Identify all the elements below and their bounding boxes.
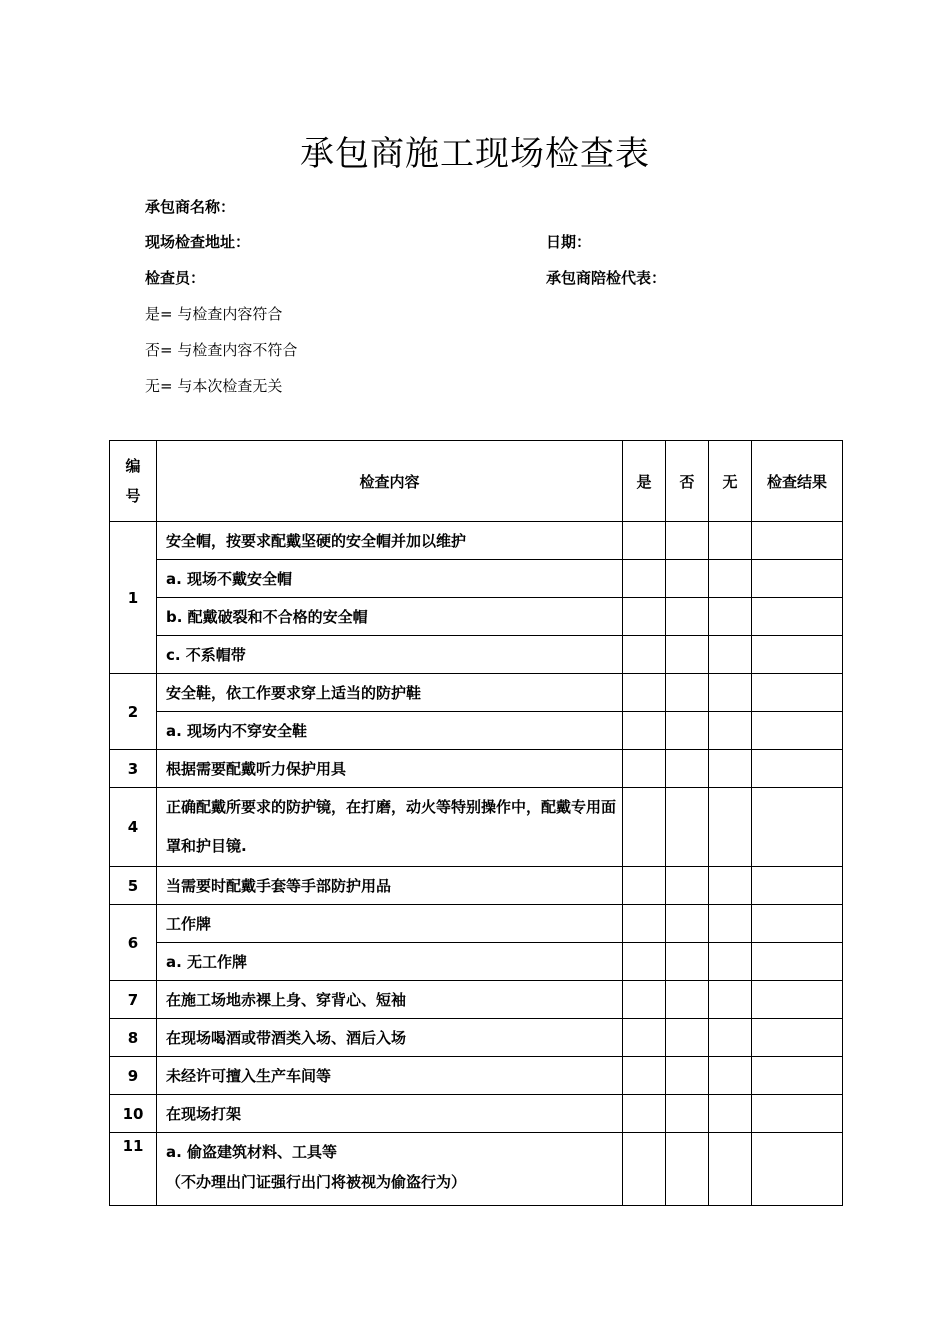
result-cell[interactable] [752, 1057, 843, 1095]
header-num [110, 441, 157, 522]
site-address-label: 现场检查地址： [145, 233, 251, 251]
page-title: 承包商施工现场检查表 [300, 134, 650, 174]
item-content: 工作牌 [157, 905, 623, 943]
item-content [157, 1133, 623, 1206]
contractor-name-label: 承包商名称： [145, 198, 236, 216]
item-content: a. 现场内不穿安全鞋 [157, 712, 623, 750]
table-row [110, 598, 843, 636]
yes-cell[interactable] [623, 750, 666, 788]
yes-cell[interactable] [623, 636, 666, 674]
yes-cell[interactable] [623, 905, 666, 943]
inspection-table [109, 440, 843, 1206]
no-cell[interactable] [666, 560, 709, 598]
na-cell[interactable] [709, 788, 752, 867]
table-row [110, 943, 843, 981]
result-cell[interactable] [752, 674, 843, 712]
result-cell[interactable] [752, 981, 843, 1019]
result-cell[interactable] [752, 943, 843, 981]
na-cell[interactable] [709, 560, 752, 598]
na-cell[interactable] [709, 712, 752, 750]
table-row [110, 522, 843, 560]
item-content: 在现场喝酒或带酒类入场、酒后入场 [157, 1019, 623, 1057]
no-cell[interactable] [666, 636, 709, 674]
item-number: 2 [110, 674, 157, 750]
no-cell[interactable] [666, 1019, 709, 1057]
yes-cell[interactable] [623, 1095, 666, 1133]
legend-na: 无= 与本次检查无关 [145, 377, 283, 395]
header-result: 检查结果 [752, 441, 843, 522]
inspector-label: 检查员： [145, 269, 206, 287]
header-no: 否 [666, 441, 709, 522]
no-cell[interactable] [666, 1057, 709, 1095]
yes-cell[interactable] [623, 674, 666, 712]
no-cell[interactable] [666, 1133, 709, 1206]
table-row [110, 560, 843, 598]
item-number: 1 [110, 522, 157, 674]
item-content: b. 配戴破裂和不合格的安全帽 [157, 598, 623, 636]
na-cell[interactable] [709, 598, 752, 636]
yes-cell[interactable] [623, 943, 666, 981]
table-row [110, 981, 843, 1019]
no-cell[interactable] [666, 867, 709, 905]
table-header-row [110, 441, 843, 522]
table-row [110, 905, 843, 943]
na-cell[interactable] [709, 981, 752, 1019]
na-cell[interactable] [709, 1133, 752, 1206]
result-cell[interactable] [752, 867, 843, 905]
table-row [110, 750, 843, 788]
contractor-rep-label: 承包商陪检代表： [546, 269, 667, 287]
item-content: 在施工场地赤裸上身、穿背心、短袖 [157, 981, 623, 1019]
yes-cell[interactable] [623, 981, 666, 1019]
date-label: 日期： [546, 233, 592, 251]
na-cell[interactable] [709, 1095, 752, 1133]
item-number: 3 [110, 750, 157, 788]
na-cell[interactable] [709, 867, 752, 905]
result-cell[interactable] [752, 788, 843, 867]
na-cell[interactable] [709, 750, 752, 788]
na-cell[interactable] [709, 1019, 752, 1057]
na-cell[interactable] [709, 636, 752, 674]
item-content: 根据需要配戴听力保护用具 [157, 750, 623, 788]
yes-cell[interactable] [623, 522, 666, 560]
no-cell[interactable] [666, 712, 709, 750]
result-cell[interactable] [752, 598, 843, 636]
item-content-line-2: （不办理出门证强行出门将被视为偷盗行为） [166, 1173, 467, 1191]
item-number: 6 [110, 905, 157, 981]
yes-cell[interactable] [623, 867, 666, 905]
item-content: 安全鞋，依工作要求穿上适当的防护鞋 [157, 674, 623, 712]
yes-cell[interactable] [623, 712, 666, 750]
na-cell[interactable] [709, 1057, 752, 1095]
table-row [110, 712, 843, 750]
no-cell[interactable] [666, 1095, 709, 1133]
yes-cell[interactable] [623, 1019, 666, 1057]
header-num-bottom: 号 [125, 487, 141, 505]
item-number: 9 [110, 1057, 157, 1095]
header-yes: 是 [623, 441, 666, 522]
item-number: 10 [110, 1095, 157, 1133]
result-cell[interactable] [752, 1133, 843, 1206]
no-cell[interactable] [666, 674, 709, 712]
na-cell[interactable] [709, 905, 752, 943]
legend-no: 否= 与检查内容不符合 [145, 341, 298, 359]
item-content-line-1: a. 偷盗建筑材料、工具等 [166, 1143, 338, 1161]
result-cell[interactable] [752, 560, 843, 598]
yes-cell[interactable] [623, 788, 666, 867]
result-cell[interactable] [752, 750, 843, 788]
na-cell[interactable] [709, 674, 752, 712]
table-row [110, 1057, 843, 1095]
table-row [110, 867, 843, 905]
table-row [110, 674, 843, 712]
item-content: 未经许可擅入生产车间等 [157, 1057, 623, 1095]
no-cell[interactable] [666, 943, 709, 981]
table-row [110, 1133, 843, 1206]
item-number: 5 [110, 867, 157, 905]
na-cell[interactable] [709, 522, 752, 560]
result-cell[interactable] [752, 1095, 843, 1133]
item-number: 4 [110, 788, 157, 867]
yes-cell[interactable] [623, 1133, 666, 1206]
no-cell[interactable] [666, 522, 709, 560]
result-cell[interactable] [752, 712, 843, 750]
result-cell[interactable] [752, 522, 843, 560]
no-cell[interactable] [666, 981, 709, 1019]
no-cell[interactable] [666, 598, 709, 636]
result-cell[interactable] [752, 636, 843, 674]
yes-cell[interactable] [623, 560, 666, 598]
no-cell[interactable] [666, 750, 709, 788]
item-content: c. 不系帽带 [157, 636, 623, 674]
table-row [110, 1019, 843, 1057]
table-row [110, 636, 843, 674]
na-cell[interactable] [709, 943, 752, 981]
item-number: 8 [110, 1019, 157, 1057]
item-content: a. 无工作牌 [157, 943, 623, 981]
item-content: 正确配戴所要求的防护镜，在打磨，动火等特别操作中，配戴专用面罩和护目镜. [157, 788, 623, 867]
yes-cell[interactable] [623, 598, 666, 636]
item-content: 安全帽，按要求配戴坚硬的安全帽并加以维护 [157, 522, 623, 560]
item-content: 在现场打架 [157, 1095, 623, 1133]
item-number: 11 [110, 1133, 157, 1206]
header-na: 无 [709, 441, 752, 522]
table-row [110, 1095, 843, 1133]
legend-yes: 是= 与检查内容符合 [145, 305, 283, 323]
result-cell[interactable] [752, 1019, 843, 1057]
result-cell[interactable] [752, 905, 843, 943]
item-content: a. 现场不戴安全帽 [157, 560, 623, 598]
header-num-top: 编 [125, 457, 141, 475]
item-number: 7 [110, 981, 157, 1019]
table-row [110, 788, 843, 867]
no-cell[interactable] [666, 905, 709, 943]
yes-cell[interactable] [623, 1057, 666, 1095]
header-content: 检查内容 [157, 441, 623, 522]
no-cell[interactable] [666, 788, 709, 867]
item-content: 当需要时配戴手套等手部防护用品 [157, 867, 623, 905]
